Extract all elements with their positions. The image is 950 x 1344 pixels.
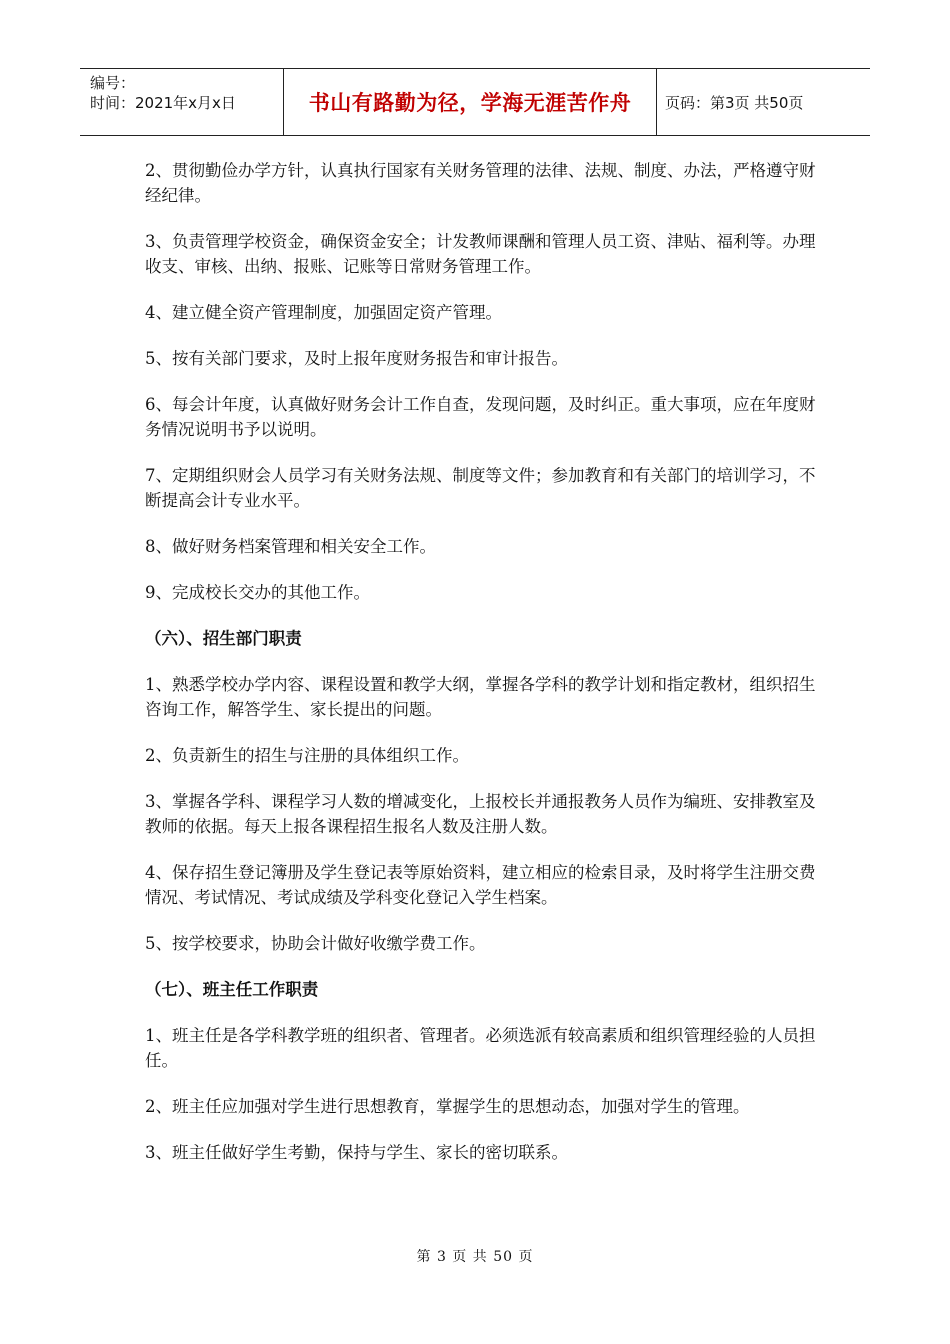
section-heading: （七）、班主任工作职责: [145, 980, 319, 999]
paragraph: 1、熟悉学校办学内容、课程设置和教学大纲，掌握各学科的教学计划和指定教材，组织招生咨询工作，解答学生、家长提出的问题。: [145, 675, 816, 719]
motto-text: 书山有路勤为径，学海无涯苦作舟: [308, 91, 632, 115]
paragraph: 6、每会计年度，认真做好财务会计工作自查，发现问题，及时纠正。重大事项，应在年度财务情况说明书予以说明。: [145, 395, 816, 439]
paragraph: 2、贯彻勤俭办学方针，认真执行国家有关财务管理的法律、法规、制度、办法，严格遵守财经纪律。: [145, 161, 816, 205]
header-page-info: [657, 69, 870, 135]
paragraph: 4、建立健全资产管理制度，加强固定资产管理。: [145, 303, 502, 322]
paragraph: 8、做好财务档案管理和相关安全工作。: [145, 537, 436, 556]
paragraph: 1、班主任是各学科教学班的组织者、管理者。必须选派有较高素质和组织管理经验的人员担任。: [145, 1026, 816, 1070]
header-meta: [80, 69, 283, 135]
paragraph: 3、掌握各学科、课程学习人数的增减变化，上报校长并通报教务人员作为编班、安排教室及教师的依据。每天上报各课程招生报名人数及注册人数。: [145, 792, 816, 836]
paragraph: 5、按有关部门要求，及时上报年度财务报告和审计报告。: [145, 349, 568, 368]
paragraph: 9、完成校长交办的其他工作。: [145, 583, 370, 602]
paragraph: 4、保存招生登记簿册及学生登记表等原始资料，建立相应的检索目录，及时将学生注册交费情况、考试情况、考试成绩及学科变化登记入学生档案。: [145, 863, 816, 907]
paragraph: 5、按学校要求，协助会计做好收缴学费工作。: [145, 934, 486, 953]
page-footer: [0, 1246, 950, 1266]
paragraph: 3、负责管理学校资金，确保资金安全；计发教师课酬和管理人员工资、津贴、福利等。办理收支、审核、出纳、报账、记账等日常财务管理工作。: [145, 232, 816, 276]
document-number-label: 编号：: [90, 74, 136, 92]
header-motto: [283, 69, 657, 135]
page-info-text: 页码：第3页 共50页: [665, 93, 804, 112]
paragraph: 2、负责新生的招生与注册的具体组织工作。: [145, 746, 469, 765]
document-body: [145, 158, 825, 1186]
document-date: 时间：2021年x月x日: [90, 94, 236, 112]
footer-page-number: 第 3 页 共 50 页: [416, 1249, 534, 1265]
section-heading: （六）、招生部门职责: [145, 629, 302, 648]
page-header: [80, 68, 870, 136]
paragraph: 7、定期组织财会人员学习有关财务法规、制度等文件；参加教育和有关部门的培训学习，不断提高会计专业水平。: [145, 466, 816, 510]
paragraph: 2、班主任应加强对学生进行思想教育，掌握学生的思想动态，加强对学生的管理。: [145, 1097, 750, 1116]
paragraph: 3、班主任做好学生考勤，保持与学生、家长的密切联系。: [145, 1143, 568, 1162]
